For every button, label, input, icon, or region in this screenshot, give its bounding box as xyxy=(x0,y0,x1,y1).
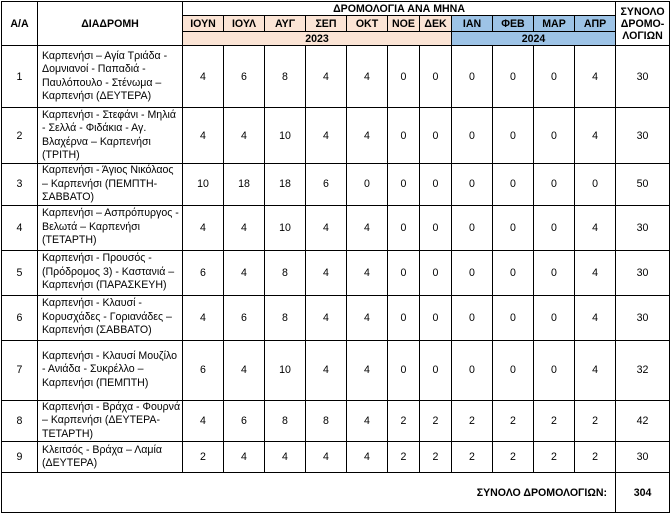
month-value-cell: 2 xyxy=(493,442,534,473)
row-index: 6 xyxy=(2,295,38,340)
month-value-cell: 0 xyxy=(452,205,493,250)
table-row xyxy=(2,400,670,442)
month-value-cell: 4 xyxy=(575,46,616,108)
year-header-2023: 2023 xyxy=(183,32,452,46)
grand-total-label: ΣΥΝΟΛΟ ΔΡΟΜΟΛΟΓΙΩΝ: xyxy=(2,473,616,513)
row-total-cell: 50 xyxy=(616,164,670,206)
month-value-cell: 0 xyxy=(420,340,452,400)
row-total-cell: 30 xyxy=(616,442,670,473)
month-value-cell: 0 xyxy=(575,164,616,206)
month-value-cell: 0 xyxy=(420,205,452,250)
row-total-cell: 30 xyxy=(616,295,670,340)
month-value-cell: 2 xyxy=(575,442,616,473)
col-header-total: ΣΥΝΟΛΟ ΔΡΟΜΟ-ΛΟΓΙΩΝ xyxy=(616,2,670,46)
month-header: ΑΠΡ xyxy=(575,16,616,32)
route-cell: Καρπενήσι - Στεφάνι - Μηλιά - Σελλά - Φιδάκια - Αγ. Βλαχέρνα – Καρπενήσι (ΤΡΙΤΗ) xyxy=(38,108,183,164)
month-value-cell: 2 xyxy=(575,400,616,442)
table-row xyxy=(2,46,670,108)
month-value-cell: 10 xyxy=(265,205,306,250)
month-value-cell: 0 xyxy=(493,164,534,206)
month-value-cell: 6 xyxy=(183,250,224,295)
row-index: 4 xyxy=(2,205,38,250)
row-total-cell: 30 xyxy=(616,250,670,295)
month-value-cell: 0 xyxy=(420,108,452,164)
month-value-cell: 0 xyxy=(493,46,534,108)
month-value-cell: 4 xyxy=(306,205,347,250)
month-value-cell: 4 xyxy=(575,295,616,340)
month-value-cell: 4 xyxy=(347,108,388,164)
month-value-cell: 0 xyxy=(493,205,534,250)
month-value-cell: 0 xyxy=(493,295,534,340)
month-value-cell: 0 xyxy=(534,340,575,400)
month-value-cell: 2 xyxy=(452,400,493,442)
month-value-cell: 0 xyxy=(420,295,452,340)
month-header: ΙΑΝ xyxy=(452,16,493,32)
month-value-cell: 8 xyxy=(265,400,306,442)
month-value-cell: 6 xyxy=(224,400,265,442)
month-value-cell: 4 xyxy=(224,442,265,473)
table-row xyxy=(2,442,670,473)
month-value-cell: 0 xyxy=(534,164,575,206)
route-cell: Καρπενήσι - Κλαυσί - Κορυσχάδες - Γοριανάδες – Καρπενήσι (ΣΑΒΒΑΤΟ) xyxy=(38,295,183,340)
row-index: 9 xyxy=(2,442,38,473)
col-header-route: ΔΙΑΔΡΟΜΗ xyxy=(38,2,183,46)
month-header: ΦΕΒ xyxy=(493,16,534,32)
month-header: ΙΟΥΝ xyxy=(183,16,224,32)
route-cell: Κλειτσός - Βράχα – Λαμία (ΔΕΥΤΕΡΑ) xyxy=(38,442,183,473)
month-value-cell: 4 xyxy=(224,205,265,250)
month-value-cell: 0 xyxy=(452,164,493,206)
month-value-cell: 10 xyxy=(183,164,224,206)
trips-table xyxy=(1,1,670,513)
month-value-cell: 0 xyxy=(388,250,420,295)
month-value-cell: 0 xyxy=(452,295,493,340)
month-value-cell: 0 xyxy=(388,108,420,164)
month-value-cell: 0 xyxy=(534,295,575,340)
month-value-cell: 18 xyxy=(224,164,265,206)
month-value-cell: 6 xyxy=(224,46,265,108)
row-total-cell: 30 xyxy=(616,108,670,164)
row-index: 7 xyxy=(2,340,38,400)
month-value-cell: 10 xyxy=(265,108,306,164)
month-value-cell: 10 xyxy=(265,340,306,400)
month-header: ΔΕΚ xyxy=(420,16,452,32)
month-value-cell: 4 xyxy=(306,340,347,400)
month-value-cell: 4 xyxy=(306,108,347,164)
month-value-cell: 4 xyxy=(306,46,347,108)
month-value-cell: 4 xyxy=(183,108,224,164)
month-value-cell: 2 xyxy=(388,400,420,442)
month-value-cell: 0 xyxy=(388,46,420,108)
month-value-cell: 8 xyxy=(265,295,306,340)
month-value-cell: 0 xyxy=(388,295,420,340)
month-value-cell: 18 xyxy=(265,164,306,206)
row-index: 8 xyxy=(2,400,38,442)
table-row xyxy=(2,250,670,295)
col-header-index: Α/Α xyxy=(2,2,38,46)
route-cell: Καρπενήσι - Κλαυσί Μουζίλο - Ανιάδα - Συκρέλλο – Καρπενήσι (ΠΕΜΠΤΗ) xyxy=(38,340,183,400)
col-header-trips-by-month: ΔΡΟΜΟΛΟΓΙΑ ΑΝΑ ΜΗΝΑ xyxy=(183,2,616,16)
month-value-cell: 2 xyxy=(534,442,575,473)
month-value-cell: 4 xyxy=(224,340,265,400)
month-value-cell: 4 xyxy=(347,205,388,250)
month-value-cell: 0 xyxy=(452,250,493,295)
month-value-cell: 0 xyxy=(420,250,452,295)
month-value-cell: 4 xyxy=(265,442,306,473)
month-value-cell: 4 xyxy=(224,108,265,164)
month-header: ΜΑΡ xyxy=(534,16,575,32)
month-value-cell: 4 xyxy=(306,442,347,473)
month-value-cell: 2 xyxy=(420,442,452,473)
month-value-cell: 0 xyxy=(452,340,493,400)
table-row xyxy=(2,164,670,206)
month-value-cell: 4 xyxy=(183,295,224,340)
table-row xyxy=(2,205,670,250)
month-header: ΣΕΠ xyxy=(306,16,347,32)
table-row xyxy=(2,340,670,400)
month-value-cell: 4 xyxy=(575,250,616,295)
month-value-cell: 4 xyxy=(306,295,347,340)
month-value-cell: 4 xyxy=(183,46,224,108)
grand-total-value: 304 xyxy=(616,473,670,513)
month-value-cell: 0 xyxy=(534,250,575,295)
month-header: ΑΥΓ xyxy=(265,16,306,32)
month-value-cell: 0 xyxy=(420,164,452,206)
month-value-cell: 0 xyxy=(493,340,534,400)
month-value-cell: 4 xyxy=(347,400,388,442)
month-header: ΝΟΕ xyxy=(388,16,420,32)
month-value-cell: 0 xyxy=(347,164,388,206)
month-value-cell: 6 xyxy=(183,340,224,400)
row-index: 1 xyxy=(2,46,38,108)
month-value-cell: 0 xyxy=(534,108,575,164)
month-value-cell: 2 xyxy=(183,442,224,473)
month-value-cell: 0 xyxy=(534,46,575,108)
month-value-cell: 2 xyxy=(493,400,534,442)
table-row xyxy=(2,108,670,164)
row-total-cell: 32 xyxy=(616,340,670,400)
month-value-cell: 0 xyxy=(452,46,493,108)
route-cell: Καρπενήσι - Βράχα - Φουρνά – Καρπενήσι (ΔΕΥΤΕΡΑ-ΤΕΤΑΡΤΗ) xyxy=(38,400,183,442)
route-cell: Καρπενήσι - Προυσός - (Πρόδρομος 3) - Καστανιά – Καρπενήσι (ΠΑΡΑΣΚΕΥΗ) xyxy=(38,250,183,295)
month-value-cell: 4 xyxy=(347,46,388,108)
month-value-cell: 6 xyxy=(224,295,265,340)
month-value-cell: 0 xyxy=(493,108,534,164)
route-cell: Καρπενήσι - Άγιος Νικόλαος – Καρπενήσι (ΠΕΜΠΤΗ-ΣΑΒΒΑΤΟ) xyxy=(38,164,183,206)
month-value-cell: 0 xyxy=(388,164,420,206)
month-value-cell: 2 xyxy=(534,400,575,442)
route-cell: Καρπενήσι – Ασπρόπυργος - Βελωτά – Καρπενήσι (ΤΕΤΑΡΤΗ) xyxy=(38,205,183,250)
route-cell: Καρπενήσι – Αγία Τριάδα - Δομνιανοί - Παπαδιά - Παυλόπουλο - Στένωμα – Καρπενήσι (ΔΕΥΤΕΡΑ) xyxy=(38,46,183,108)
month-value-cell: 4 xyxy=(575,340,616,400)
month-value-cell: 4 xyxy=(224,250,265,295)
row-index: 3 xyxy=(2,164,38,206)
month-value-cell: 8 xyxy=(265,250,306,295)
month-value-cell: 0 xyxy=(452,108,493,164)
month-value-cell: 2 xyxy=(452,442,493,473)
month-value-cell: 4 xyxy=(575,108,616,164)
month-value-cell: 0 xyxy=(388,340,420,400)
month-value-cell: 0 xyxy=(388,205,420,250)
row-index: 2 xyxy=(2,108,38,164)
month-header: ΟΚΤ xyxy=(347,16,388,32)
month-value-cell: 8 xyxy=(306,400,347,442)
month-value-cell: 4 xyxy=(183,400,224,442)
month-value-cell: 4 xyxy=(575,205,616,250)
month-value-cell: 6 xyxy=(306,164,347,206)
month-value-cell: 0 xyxy=(493,250,534,295)
month-value-cell: 4 xyxy=(183,205,224,250)
row-index: 5 xyxy=(2,250,38,295)
table-row xyxy=(2,295,670,340)
month-value-cell: 4 xyxy=(347,442,388,473)
month-value-cell: 4 xyxy=(306,250,347,295)
month-value-cell: 2 xyxy=(420,400,452,442)
month-value-cell: 0 xyxy=(534,205,575,250)
month-value-cell: 8 xyxy=(265,46,306,108)
row-total-cell: 42 xyxy=(616,400,670,442)
month-value-cell: 4 xyxy=(347,295,388,340)
row-total-cell: 30 xyxy=(616,46,670,108)
row-total-cell: 30 xyxy=(616,205,670,250)
month-value-cell: 4 xyxy=(347,250,388,295)
year-header-2024: 2024 xyxy=(452,32,616,46)
month-header: ΙΟΥΛ xyxy=(224,16,265,32)
month-value-cell: 4 xyxy=(347,340,388,400)
month-value-cell: 2 xyxy=(388,442,420,473)
month-value-cell: 0 xyxy=(420,46,452,108)
